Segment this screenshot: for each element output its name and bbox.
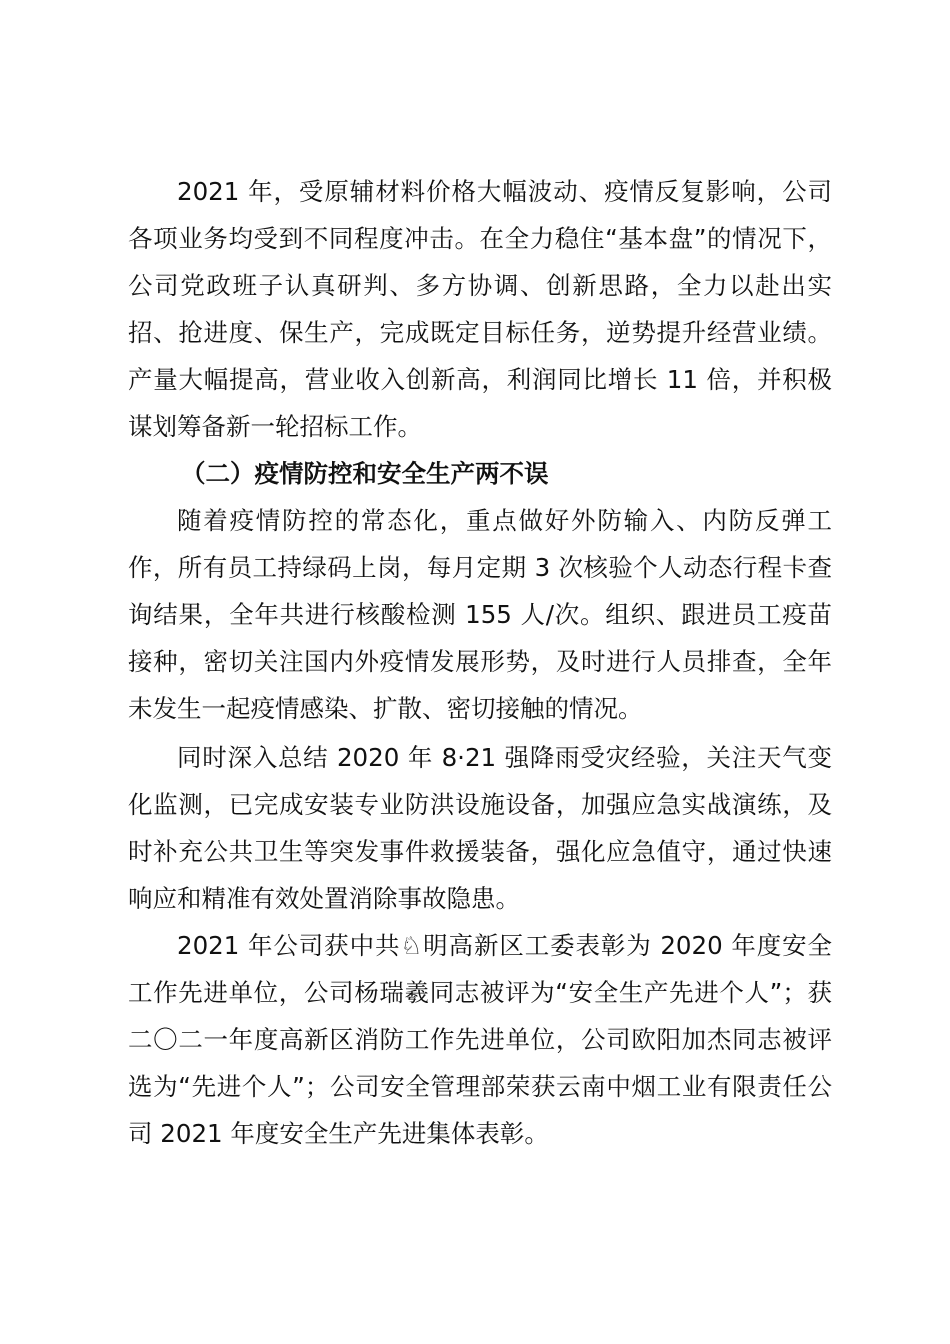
paragraph-safety-awards: 2021 年公司获中共♘明高新区工委表彰为 2020 年度安全工作先进单位，公司杨瑞羲同志被评为“安全生产先进个人”；获二〇二一年度高新区消防工作先进单位，公司欧阳加杰同志被评选为“先进个人”；公司安全管理部荣获云南中烟工业有限责任公司 2021 年度安全生产先进集体表彰。 <box>128 931 832 1148</box>
paragraph-epidemic-control: 随着疫情防控的常态化，重点做好外防输入、内防反弹工作，所有员工持绿码上岗，每月定期 3 次核验个人动态行程卡查询结果，全年共进行核酸检测 155 人/次。组织、跟进员工疫苗接种，密切关注国内外疫情发展形势，及时进行人员排查，全年未发生一起疫情感染、扩散、密切接触的情况。 <box>128 506 832 723</box>
paragraph-flood-prevention: 同时深入总结 2020 年 8·21 强降雨受灾经验，关注天气变化监测，已完成安装专业防洪设施设备，加强应急实战演练，及时补充公共卫生等突发事件救援装备，强化应急值守，通过快速响应和精准有效处置消除事故隐患。 <box>128 743 832 913</box>
section-heading-epidemic-safety: （二）疫情防控和安全生产两不误 <box>181 459 549 488</box>
document-page <box>128 168 832 1157</box>
paragraph-business-results: 2021 年，受原辅材料价格大幅波动、疫情反复影响，公司各项业务均受到不同程度冲击。在全力稳住“基本盘”的情况下，公司党政班子认真研判、多方协调、创新思路，全力以赴出实招、抢进度、保生产，完成既定目标任务，逆势提升经营业绩。产量大幅提高，营业收入创新高，利润同比增长 11 倍，并积极谋划筹备新一轮招标工作。 <box>128 177 832 441</box>
